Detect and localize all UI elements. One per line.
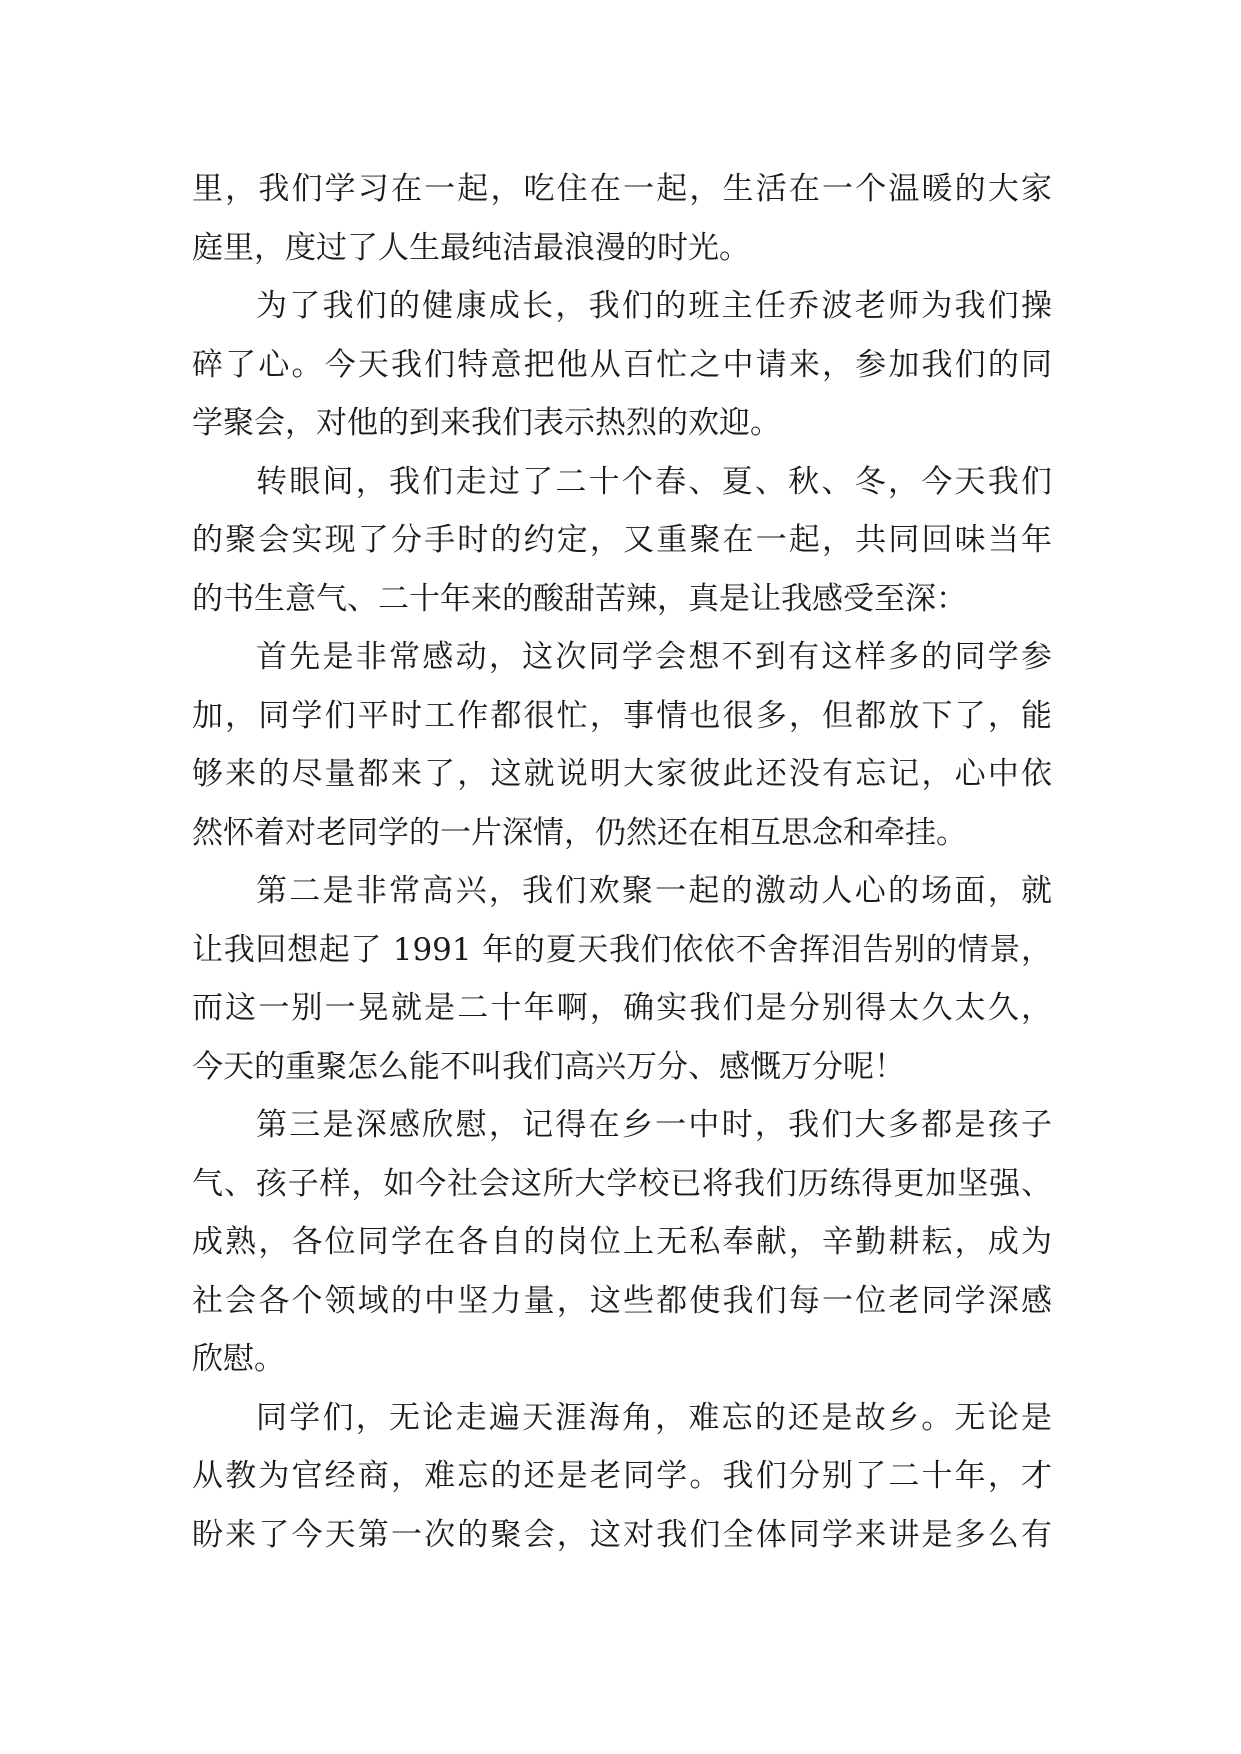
paragraph-1-line-2: 庭里，度过了人生最纯洁最浪漫的时光。 bbox=[192, 229, 750, 266]
paragraph-4-line-3: 够来的尽量都来了，这就说明大家彼此还没有忘记，心中依 bbox=[192, 756, 1052, 792]
paragraph-2 bbox=[192, 277, 1052, 453]
paragraph-3-line-2: 的聚会实现了分手时的约定，又重聚在一起，共同回味当年 bbox=[192, 522, 1052, 558]
paragraph-4-line-1: 首先是非常感动，这次同学会想不到有这样多的同学参 bbox=[256, 639, 1052, 675]
paragraph-6-line-5: 欣慰。 bbox=[192, 1341, 285, 1377]
paragraph-5-line-2: 让我回想起了 1991 年的夏天我们依依不舍挥泪告别的情景， bbox=[192, 931, 1052, 968]
paragraph-5-line-3: 而这一别一晃就是二十年啊，确实我们是分别得太久太久， bbox=[192, 990, 1052, 1026]
document-body bbox=[192, 160, 1052, 1564]
paragraph-7-line-3: 盼来了今天第一次的聚会，这对我们全体同学来讲是多么有 bbox=[192, 1516, 1052, 1553]
paragraph-3 bbox=[192, 453, 1052, 629]
paragraph-6 bbox=[192, 1096, 1052, 1389]
paragraph-6-line-1: 第三是深感欣慰，记得在乡一中时，我们大多都是孩子 bbox=[256, 1107, 1052, 1143]
paragraph-7 bbox=[192, 1389, 1052, 1565]
paragraph-1-line-1: 里，我们学习在一起，吃住在一起，生活在一个温暖的大家 bbox=[192, 171, 1052, 207]
paragraph-7-line-1: 同学们，无论走遍天涯海角，难忘的还是故乡。无论是 bbox=[256, 1399, 1052, 1436]
paragraph-5-line-4: 今天的重聚怎么能不叫我们高兴万分、感慨万分呢！ bbox=[192, 1048, 905, 1085]
paragraph-6-line-4: 社会各个领域的中坚力量，这些都使我们每一位老同学深感 bbox=[192, 1282, 1052, 1319]
paragraph-4 bbox=[192, 628, 1052, 862]
paragraph-5-line-1: 第二是非常高兴，我们欢聚一起的激动人心的场面，就 bbox=[256, 873, 1052, 909]
paragraph-2-line-2: 碎了心。今天我们特意把他从百忙之中请来，参加我们的同 bbox=[192, 346, 1052, 383]
paragraph-2-line-3: 学聚会，对他的到来我们表示热烈的欢迎。 bbox=[192, 405, 781, 441]
paragraph-6-line-3: 成熟，各位同学在各自的岗位上无私奉献，辛勤耕耘，成为 bbox=[192, 1224, 1052, 1260]
paragraph-3-line-1: 转眼间，我们走过了二十个春、夏、秋、冬，今天我们 bbox=[256, 463, 1052, 500]
paragraph-4-line-4: 然怀着对老同学的一片深情，仍然还在相互思念和牵挂。 bbox=[192, 814, 967, 851]
paragraph-7-line-2: 从教为官经商，难忘的还是老同学。我们分别了二十年，才 bbox=[192, 1458, 1052, 1494]
paragraph-4-line-2: 加，同学们平时工作都很忙，事情也很多，但都放下了，能 bbox=[192, 697, 1052, 734]
paragraph-1 bbox=[192, 160, 1052, 277]
paragraph-6-line-2: 气、孩子样，如今社会这所大学校已将我们历练得更加坚强、 bbox=[192, 1165, 1052, 1202]
paragraph-5 bbox=[192, 862, 1052, 1096]
paragraph-2-line-1: 为了我们的健康成长，我们的班主任乔波老师为我们操 bbox=[256, 288, 1052, 324]
paragraph-3-line-3: 的书生意气、二十年来的酸甜苦辣，真是让我感受至深： bbox=[192, 580, 967, 617]
